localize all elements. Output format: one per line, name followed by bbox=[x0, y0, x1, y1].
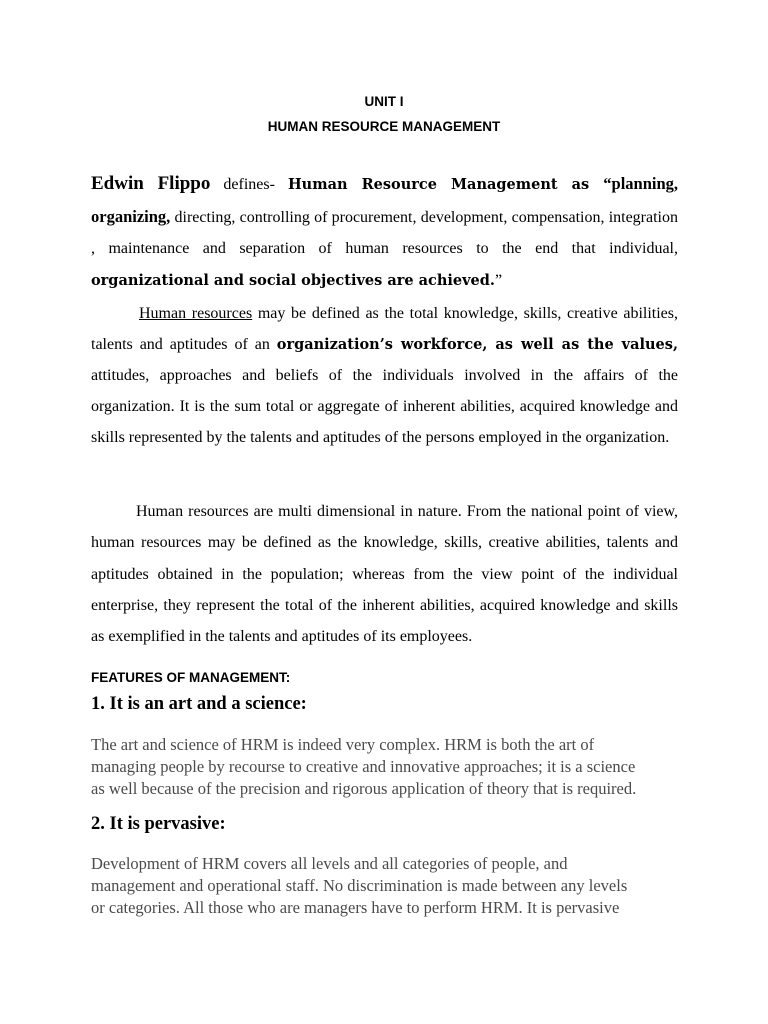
unit-heading: UNIT I bbox=[364, 94, 404, 109]
feature-1-text bbox=[91, 734, 691, 800]
author-name: Edwin Flippo bbox=[91, 173, 211, 194]
hr-text-2: attitudes, approaches and beliefs of the individuals involved in the affairs of the organization. It is the sum total or aggregate of inherent abilities, acquired knowledge and skills represented by the talents and aptitudes of the persons employed in the organization. bbox=[91, 367, 678, 446]
feature-2-line: Development of HRM covers all levels and all categories of people, and bbox=[91, 854, 568, 873]
feature-1-line: The art and science of HRM is indeed very complex. HRM is both the art of bbox=[91, 735, 595, 754]
feature-2-line: management and operational staff. No discrimination is made between any levels bbox=[91, 876, 628, 895]
quote-start: “planning, organizing, bbox=[91, 174, 679, 226]
close-quote: ” bbox=[494, 271, 503, 289]
hr-text-1: may be defined as the total knowledge, skills, creative abilities, talents and aptitudes of an bbox=[91, 305, 679, 353]
feature-2-heading: 2. It is pervasive: bbox=[91, 814, 226, 834]
human-resources-term: Human resources bbox=[139, 305, 253, 322]
feature-1-heading: 1. It is an art and a science: bbox=[91, 694, 307, 714]
as-text: as bbox=[557, 176, 604, 193]
document-title: HUMAN RESOURCE MANAGEMENT bbox=[267, 119, 501, 134]
human-resources-paragraph bbox=[91, 298, 678, 453]
definition-bold-end: organizational and social objectives are achieved. bbox=[91, 271, 495, 289]
feature-1-line: as well because of the precision and rigorous application of theory that is required. bbox=[91, 779, 637, 798]
hrm-term: Human Resource Management bbox=[287, 176, 558, 193]
defines-text: defines- bbox=[210, 176, 288, 193]
features-heading: FEATURES OF MANAGEMENT: bbox=[91, 670, 291, 685]
hr-bold-text: organization’s workforce, as well as the values, bbox=[276, 336, 678, 353]
feature-1-line: managing people by recourse to creative and innovative approaches; it is a science bbox=[91, 757, 636, 776]
definition-body: directing, controlling of procurement, development, compensation, integration , maintenance and separation of human resources to the end that individual, bbox=[91, 208, 678, 257]
feature-2-text bbox=[91, 853, 691, 919]
feature-2-line: or categories. All those who are managers have to perform HRM. It is pervasive bbox=[91, 898, 620, 917]
multidimensional-paragraph: Human resources are multi dimensional in nature. From the national point of view, human resources may be defined as the knowledge, skills, creative abilities, talents and aptitudes obtained in the population; whereas from the view point of the individual enterprise, they represent the total of the inherent abilities, acquired knowledge and skills as exemplified in the talents and aptitudes of its employees. bbox=[91, 503, 678, 646]
definition-paragraph bbox=[91, 168, 678, 296]
